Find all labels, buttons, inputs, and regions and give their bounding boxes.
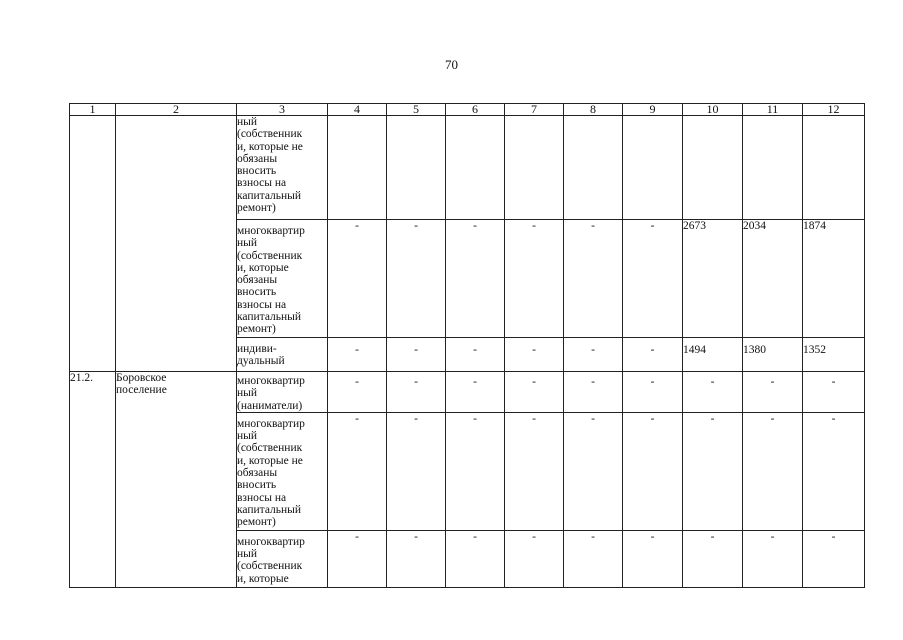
page-number: 70 [445, 57, 458, 72]
value-cell: - [803, 530, 865, 587]
column-header: 8 [564, 104, 623, 116]
value-cell: 1874 [803, 220, 865, 338]
value-cell: - [623, 412, 683, 530]
column-header: 12 [803, 104, 865, 116]
value-cell: - [446, 372, 505, 413]
housing-type-cell: многоквартир ный (наниматели) [237, 372, 328, 413]
value-cell: - [564, 412, 623, 530]
value-cell: - [505, 530, 564, 587]
value-cell: - [564, 530, 623, 587]
value-cell [743, 116, 803, 220]
value-cell: - [505, 220, 564, 338]
column-header: 10 [683, 104, 743, 116]
header-row [70, 104, 865, 116]
row-number-cell [70, 530, 116, 587]
value-cell [328, 116, 387, 220]
value-cell: - [446, 220, 505, 338]
value-cell: - [505, 412, 564, 530]
column-header: 7 [505, 104, 564, 116]
housing-type-cell: индиви- дуальный [237, 338, 328, 372]
column-header: 9 [623, 104, 683, 116]
data-table [69, 103, 865, 588]
value-cell: - [623, 372, 683, 413]
column-header: 2 [116, 104, 237, 116]
value-cell: - [564, 220, 623, 338]
value-cell: - [505, 338, 564, 372]
value-cell: - [743, 530, 803, 587]
table-row [70, 412, 865, 530]
value-cell: - [446, 530, 505, 587]
housing-type-cell: многоквартир ный (собственник и, которые обязаны вносить взносы на капитальный ремонт) [237, 220, 328, 338]
column-header: 6 [446, 104, 505, 116]
value-cell: - [446, 338, 505, 372]
value-cell: - [387, 412, 446, 530]
housing-type-cell: многоквартир ный (собственник и, которые [237, 530, 328, 587]
value-cell: - [803, 412, 865, 530]
settlement-cell [116, 412, 237, 530]
housing-type-cell: ный (собственник и, которые не обязаны вносить взносы на капитальный ремонт) [237, 116, 328, 220]
settlement-cell [116, 220, 237, 338]
table-row [70, 338, 865, 372]
row-number-cell [70, 220, 116, 338]
value-cell: 1352 [803, 338, 865, 372]
value-cell [564, 116, 623, 220]
column-header: 5 [387, 104, 446, 116]
value-cell: - [564, 338, 623, 372]
value-cell: - [803, 372, 865, 413]
value-cell: - [743, 412, 803, 530]
value-cell: - [743, 372, 803, 413]
table-row [70, 220, 865, 338]
value-cell [683, 116, 743, 220]
column-header: 4 [328, 104, 387, 116]
row-number-cell [70, 338, 116, 372]
column-header: 3 [237, 104, 328, 116]
value-cell: - [683, 530, 743, 587]
value-cell: 2673 [683, 220, 743, 338]
value-cell: - [387, 338, 446, 372]
value-cell: 1494 [683, 338, 743, 372]
value-cell [505, 116, 564, 220]
table-row [70, 530, 865, 587]
value-cell: - [623, 220, 683, 338]
column-header: 11 [743, 104, 803, 116]
settlement-cell [116, 116, 237, 220]
value-cell: - [623, 338, 683, 372]
value-cell: - [683, 372, 743, 413]
value-cell: 2034 [743, 220, 803, 338]
value-cell [803, 116, 865, 220]
settlement-cell [116, 530, 237, 587]
value-cell: 1380 [743, 338, 803, 372]
value-cell: - [387, 530, 446, 587]
value-cell [446, 116, 505, 220]
settlement-cell: Боровское поселение [116, 372, 237, 413]
value-cell: - [328, 412, 387, 530]
row-number-cell [70, 412, 116, 530]
table-row [70, 372, 865, 413]
value-cell: - [328, 220, 387, 338]
value-cell: - [505, 372, 564, 413]
table-row [70, 116, 865, 220]
value-cell: - [623, 530, 683, 587]
row-number-cell [70, 116, 116, 220]
value-cell [623, 116, 683, 220]
value-cell: - [387, 372, 446, 413]
value-cell: - [328, 338, 387, 372]
value-cell: - [328, 530, 387, 587]
table-body [70, 116, 865, 588]
value-cell [387, 116, 446, 220]
value-cell: - [328, 372, 387, 413]
value-cell: - [446, 412, 505, 530]
settlement-cell [116, 338, 237, 372]
row-number-cell: 21.2. [70, 372, 116, 413]
value-cell: - [683, 412, 743, 530]
column-header: 1 [70, 104, 116, 116]
value-cell: - [564, 372, 623, 413]
value-cell: - [387, 220, 446, 338]
housing-type-cell: многоквартир ный (собственник и, которые не обязаны вносить взносы на капитальный ремонт) [237, 412, 328, 530]
